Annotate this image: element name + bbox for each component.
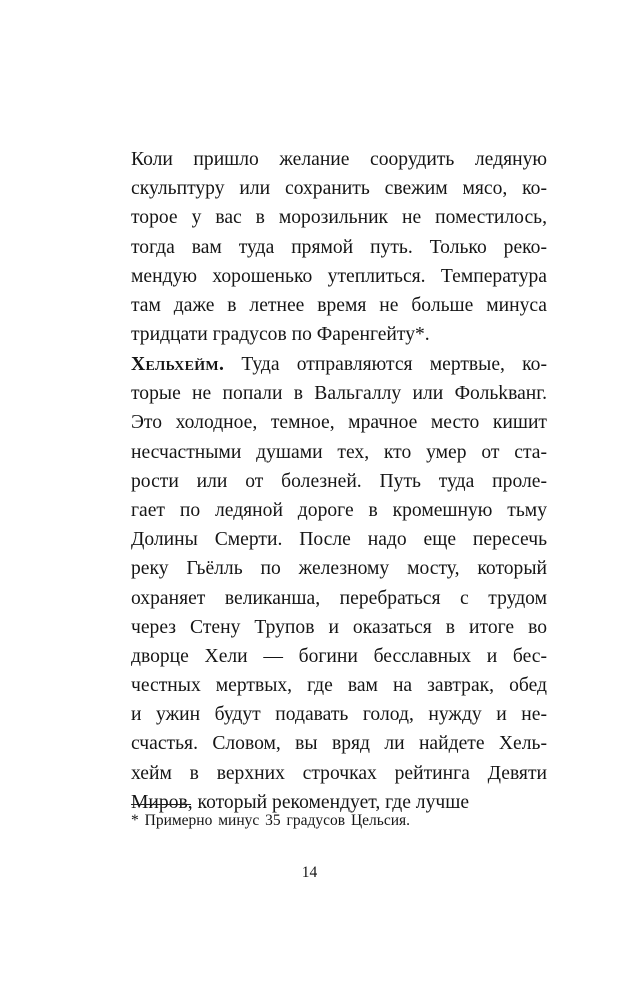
text-line: скульптуру или сохранить свежим мясо, ко- — [131, 178, 547, 200]
text-line: честных мертвых, где вам на завтрак, обед — [131, 675, 547, 697]
text-line: гает по ледяной дороге в кромешную тьму — [131, 499, 547, 521]
text-line: Долины Смерти. После надо еще пересечь — [131, 529, 547, 551]
footnote: * Примерно минус 35 градусов Цельсия. — [131, 812, 411, 829]
text-line: рости или от болезней. Путь туда проле- — [131, 470, 547, 492]
text-line: Это холодное, темное, мрачное место кишит — [131, 412, 547, 434]
text-line: Коли пришло желание соорудить ледяную — [131, 149, 547, 170]
text-line: счастья. Словом, вы вряд ли найдете Хель- — [131, 733, 547, 755]
footnote-divider — [131, 804, 191, 805]
text-line: там даже в летнее время не больше минуса — [131, 294, 547, 316]
text-line: торое у вас в морозильник не поместилось, — [131, 207, 547, 229]
paragraph-helheim — [131, 350, 547, 817]
text-line: реку Гьёлль по железному мосту, который — [131, 558, 547, 580]
text-line: через Стену Трупов и оказаться в итоге во — [131, 616, 547, 638]
text-line: и ужин будут подавать голод, нужду и не- — [131, 704, 547, 726]
section-lead-term: Хельхейм. — [131, 354, 225, 375]
text-line — [131, 350, 547, 379]
text-line: тогда вам туда прямой путь. Только реко- — [131, 236, 547, 258]
text-line: охраняет великанша, перебраться с трудом — [131, 587, 547, 609]
text-line-rest: Туда отправляются мертвые, ко- — [241, 354, 547, 375]
page-number: 14 — [301, 864, 318, 881]
text-line: дворце Хели — богини бесславных и бес- — [131, 645, 547, 667]
text-line: несчастными душами тех, кто умер от ста- — [131, 441, 547, 463]
text-line: торые не попали в Вальгаллу или Фольkванг. — [131, 383, 547, 405]
paragraph-niflheim — [131, 145, 547, 349]
text-line: мендую хорошенько утеплиться. Температура — [131, 265, 547, 287]
text-line: тридцати градусов по Фаренгейту*. — [131, 324, 430, 346]
text-line: Миров, который рекомендует, где лучше — [131, 791, 470, 813]
text-line: хейм в верхних строчках рейтинга Девяти — [131, 762, 547, 784]
